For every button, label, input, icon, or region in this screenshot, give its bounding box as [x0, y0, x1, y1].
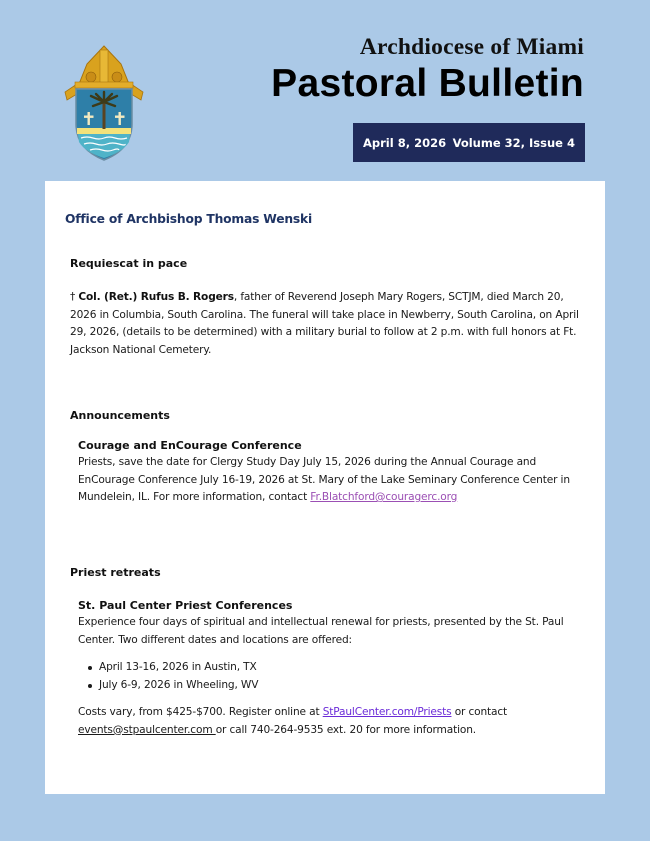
requiescat-heading: Requiescat in pace [70, 257, 188, 270]
cross-icon: † [70, 291, 76, 303]
organization-name: Archdiocese of Miami [359, 34, 584, 60]
issue-date: April 8, 2026 [363, 135, 447, 150]
retreat-dates-list [99, 659, 258, 694]
deceased-name: Col. (Ret.) Rufus B. Rogers [78, 291, 234, 303]
archdiocese-crest-icon [63, 44, 145, 162]
retreat-cost-paragraph: Costs vary, from $425-$700. Register online at StPaulCenter.com/Priests or contact events@stpaulcenter.com or call 740-264-9535 ext. 20 for more information. [78, 706, 508, 736]
courage-contact-email-link[interactable]: Fr.Blatchford@couragerc.org [310, 491, 458, 503]
requiescat-text: , father of Reverend Joseph Mary Rogers, SCTJM, died March 20, 2026 in Columbia, South Carolina. The funeral will take place in Newberry, South Carolina, on April 29, 2026, (details to be determined) with a military burial to follow at 2 p.m. with full honors at Ft. Jackson National Cemetery. [70, 291, 579, 356]
office-heading: Office of Archbishop Thomas Wenski [65, 212, 313, 226]
issue-date-bar [353, 123, 585, 162]
st-paul-conferences-title: St. Paul Center Priest Conferences [78, 599, 293, 612]
retreat-date-item: July 6-9, 2026 in Wheeling, WV [99, 677, 258, 695]
announcements-heading: Announcements [70, 409, 170, 422]
requiescat-paragraph [70, 289, 585, 359]
courage-conference-text: Priests, save the date for Clergy Study Day July 15, 2026 during the Annual Courage and EnCourage Conference July 16-19, 2026 at St. Mary of the Lake Seminary Conference Center in Mundelein, IL. For more information, contact Fr.Blatchford@couragerc.org [78, 456, 570, 503]
volume-issue: Volume 32, Issue 4 [452, 135, 575, 150]
priest-retreats-heading: Priest retreats [70, 566, 161, 579]
st-paul-conferences-text: Experience four days of spiritual and intellectual renewal for priests, presented by the St. Paul Center. Two different dates and locations are offered: [78, 616, 564, 646]
publication-title: Pastoral Bulletin [271, 62, 584, 105]
retreat-date-item: April 13-16, 2026 in Austin, TX [99, 659, 258, 677]
st-paul-contact-email-link[interactable]: events@stpaulcenter.com [78, 723, 216, 736]
bulletin-content-panel [45, 181, 605, 794]
courage-conference-title: Courage and EnCourage Conference [78, 439, 302, 452]
st-paul-register-link[interactable]: StPaulCenter.com/Priests [322, 706, 452, 718]
